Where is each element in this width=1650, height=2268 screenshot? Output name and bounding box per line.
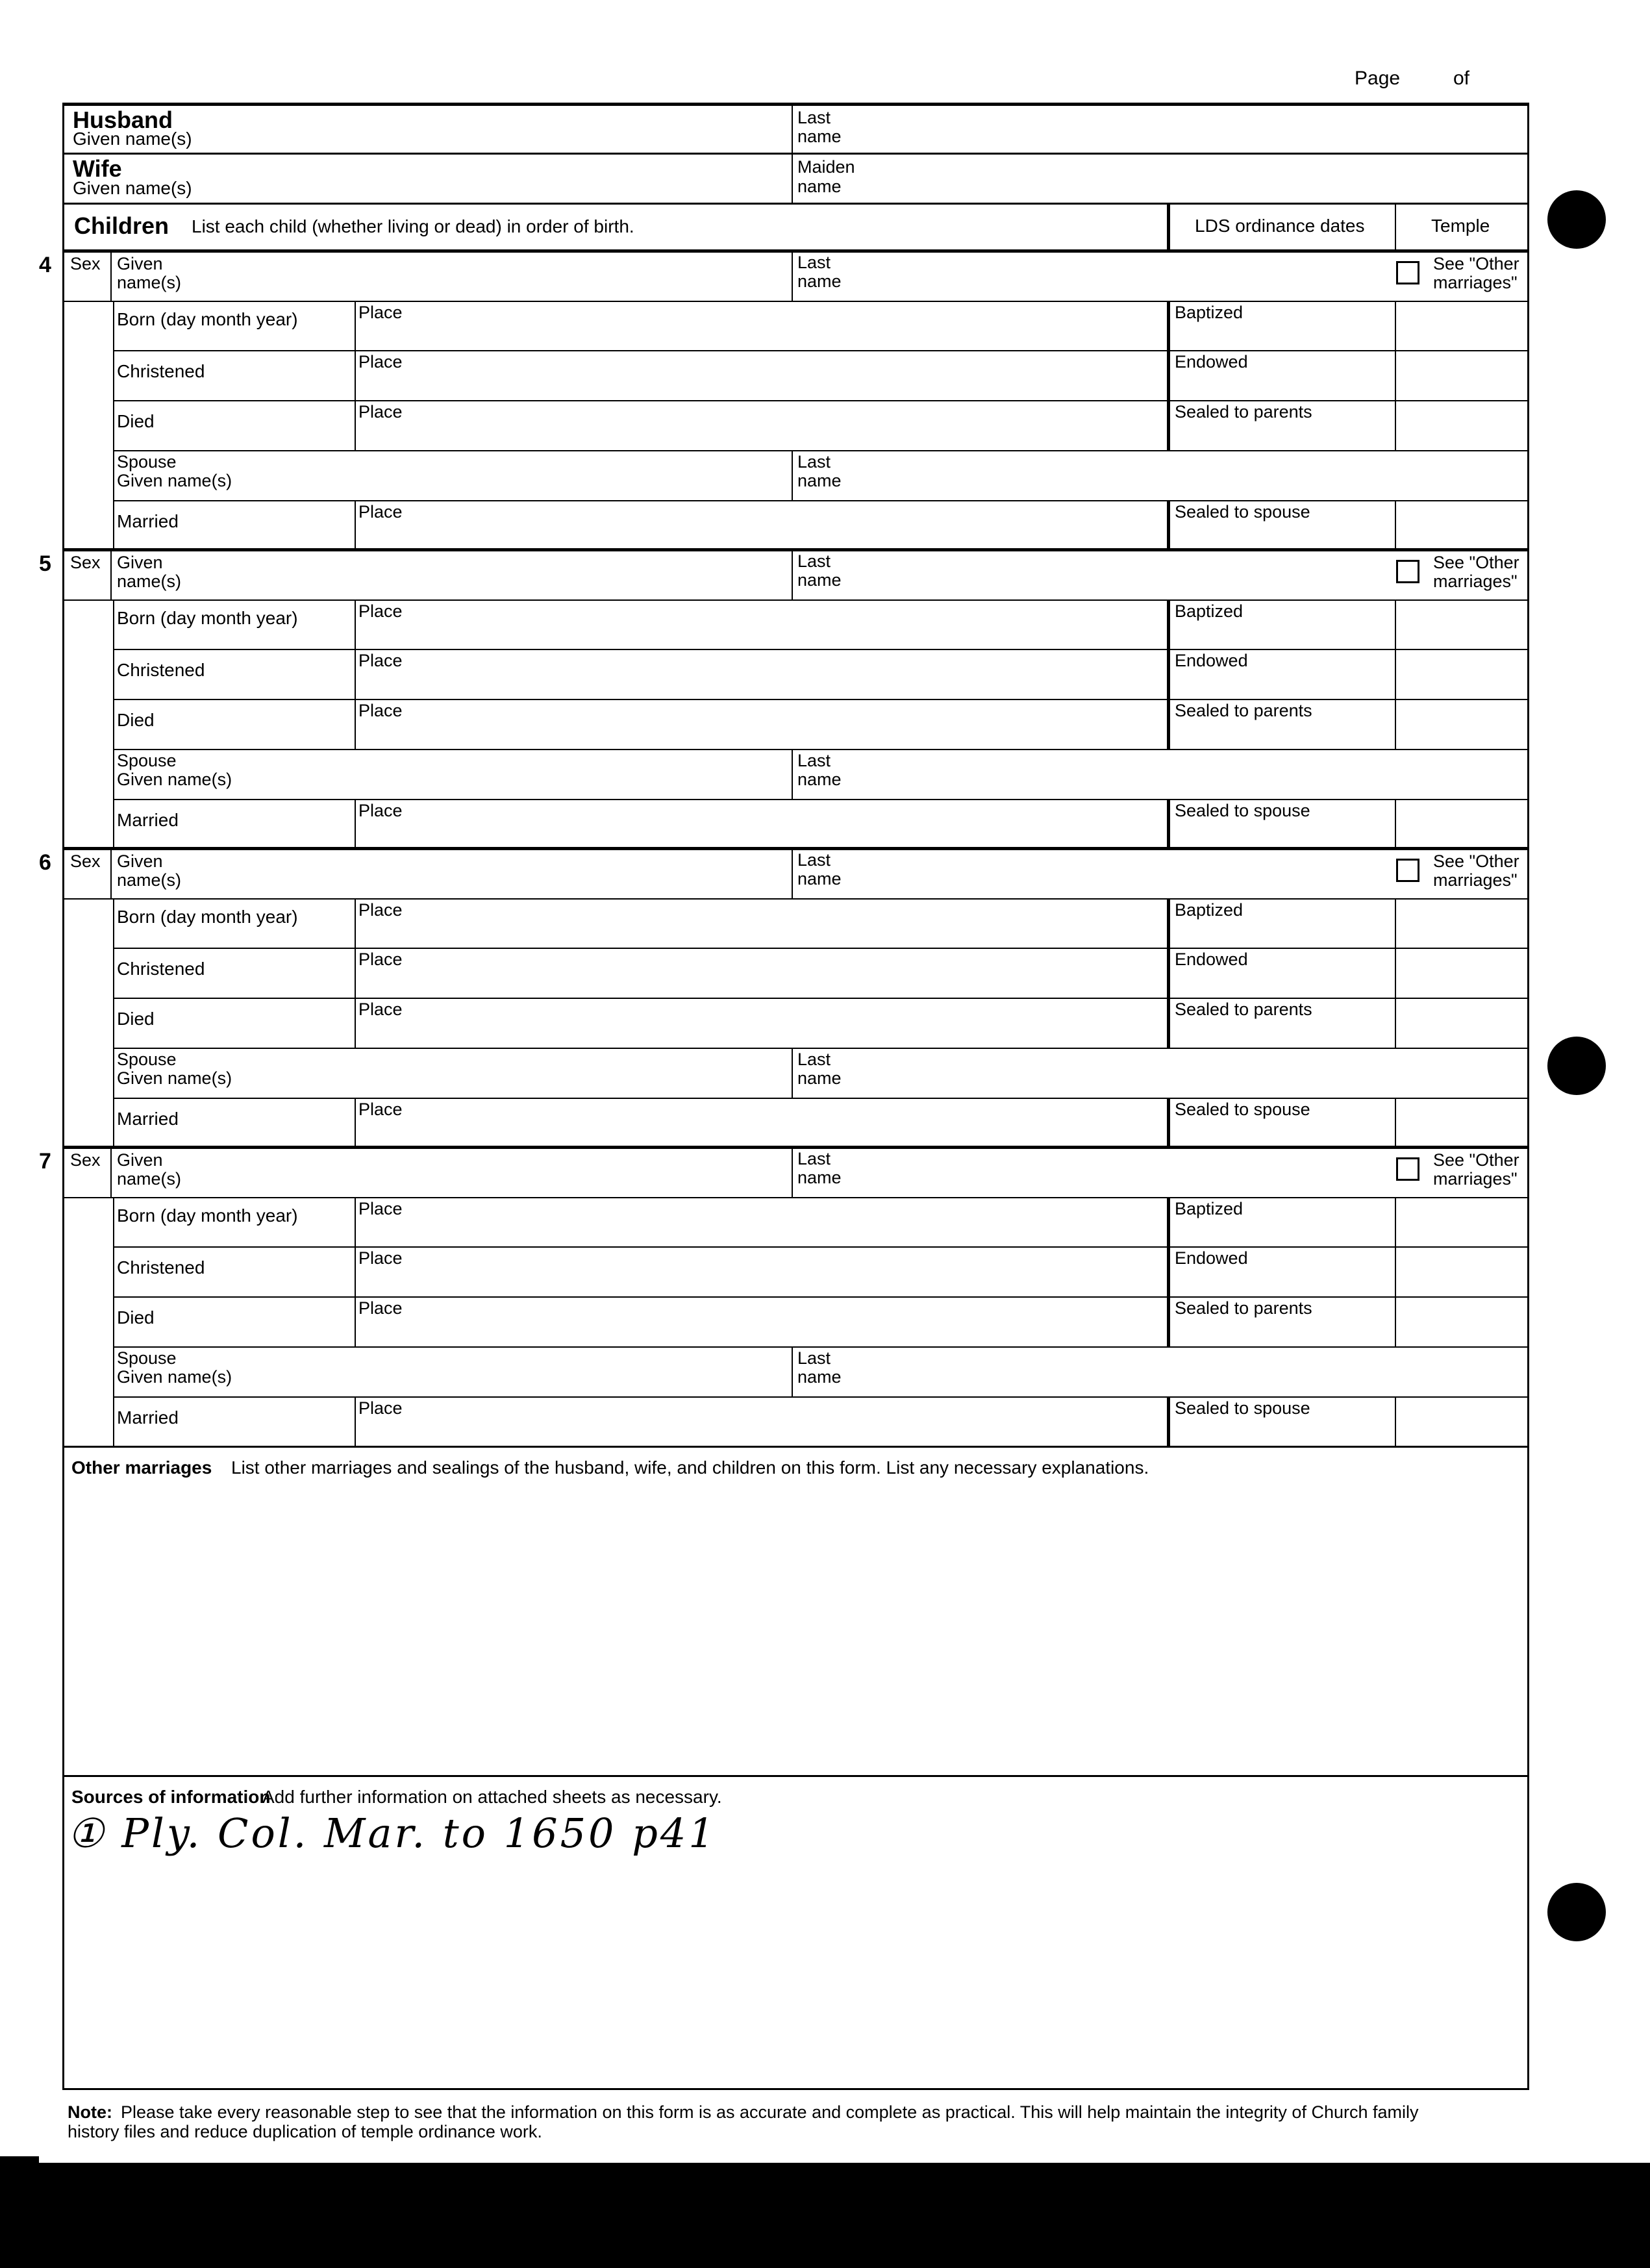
sealed_parents-label: Sealed to parents xyxy=(1175,1298,1312,1318)
married-place-field[interactable] xyxy=(413,1403,1160,1442)
place-label: Place xyxy=(358,1298,403,1318)
spouse-last-label-1: Last xyxy=(797,1348,831,1368)
sources-instruction: Add further information on attached sheets as necessary. xyxy=(262,1787,722,1807)
of-label: of xyxy=(1453,68,1470,89)
sealed_parents-temple-field[interactable] xyxy=(1399,1002,1525,1044)
spouse-last-field[interactable] xyxy=(863,1061,1382,1093)
child-given-field[interactable] xyxy=(191,264,785,296)
spouse-given-field[interactable] xyxy=(269,463,785,496)
sealed_parents-label: Sealed to parents xyxy=(1175,1000,1312,1019)
married-place-field[interactable] xyxy=(413,507,1160,546)
spouse-label-2: Given name(s) xyxy=(117,770,232,789)
place-label: Place xyxy=(358,303,403,322)
spouse-last-label-1: Last xyxy=(797,452,831,472)
christened-label: Christened xyxy=(117,660,205,680)
married-label: Married xyxy=(117,1407,179,1428)
endowed-label: Endowed xyxy=(1175,1248,1248,1268)
sealed-spouse-temple-field[interactable] xyxy=(1399,504,1525,546)
baptized-temple-field[interactable] xyxy=(1399,902,1525,944)
spouse-label-1: Spouse xyxy=(117,1348,177,1368)
endowed-label: Endowed xyxy=(1175,352,1248,372)
sealed-spouse-temple-field[interactable] xyxy=(1399,1102,1525,1143)
baptized-temple-field[interactable] xyxy=(1399,305,1525,346)
married-place-field[interactable] xyxy=(413,1104,1160,1143)
child-sex-field[interactable] xyxy=(65,575,108,598)
place-label: Place xyxy=(358,352,403,372)
child-given-field[interactable] xyxy=(191,861,785,894)
spouse-last-label-2: name xyxy=(797,1068,842,1088)
child-number: 4 xyxy=(39,253,51,277)
baptized-label: Baptized xyxy=(1175,601,1244,621)
wife-maiden-label-2: name xyxy=(797,177,842,196)
spouse-given-field[interactable] xyxy=(269,1061,785,1093)
born-label: Born (day month year) xyxy=(117,907,298,927)
sources-field[interactable] xyxy=(71,1864,1519,2085)
christened-place-field[interactable] xyxy=(413,357,1160,396)
endowed-temple-field[interactable] xyxy=(1399,354,1525,396)
last-label-1: Last xyxy=(797,551,831,571)
endowed-temple-field[interactable] xyxy=(1399,1250,1525,1292)
sex-label: Sex xyxy=(70,553,101,572)
sealed_parents-temple-field[interactable] xyxy=(1399,1300,1525,1342)
born-place-field[interactable] xyxy=(413,606,1160,645)
baptized-temple-field[interactable] xyxy=(1399,1201,1525,1242)
last-label-1: Last xyxy=(797,1149,831,1168)
sealed-spouse-temple-field[interactable] xyxy=(1399,803,1525,844)
husband-last-label-1: Last xyxy=(797,108,831,127)
spouse-given-field[interactable] xyxy=(269,762,785,794)
died-place-field[interactable] xyxy=(413,407,1160,446)
see-other-label-2: marriages" xyxy=(1433,273,1518,292)
sealed_parents-temple-field[interactable] xyxy=(1399,703,1525,745)
place-label: Place xyxy=(358,900,403,920)
christened-label: Christened xyxy=(117,1257,205,1278)
sealed-spouse-temple-field[interactable] xyxy=(1399,1400,1525,1442)
given-label-1: Given xyxy=(117,851,163,871)
christened-place-field[interactable] xyxy=(413,954,1160,994)
christened-place-field[interactable] xyxy=(413,655,1160,695)
married-label: Married xyxy=(117,1109,179,1129)
endowed-label: Endowed xyxy=(1175,651,1248,670)
sources-title: Sources of information xyxy=(71,1787,271,1807)
endowed-temple-field[interactable] xyxy=(1399,653,1525,695)
children-instruction: List each child (whether living or dead) in order of birth. xyxy=(192,216,634,236)
christened-label: Christened xyxy=(117,361,205,381)
spouse-last-field[interactable] xyxy=(863,762,1382,794)
given-label-2: name(s) xyxy=(117,273,182,292)
place-label: Place xyxy=(358,1100,403,1119)
christened-label: Christened xyxy=(117,959,205,979)
spouse-last-field[interactable] xyxy=(863,463,1382,496)
spouse-last-field[interactable] xyxy=(863,1359,1382,1392)
baptized-label: Baptized xyxy=(1175,303,1244,322)
spouse-last-label-1: Last xyxy=(797,1050,831,1069)
wife-given-field[interactable] xyxy=(73,179,787,203)
place-label: Place xyxy=(358,601,403,621)
page-label: Page xyxy=(1355,68,1401,89)
wife-maiden-label-1: Maiden xyxy=(797,157,855,177)
children-title: Children xyxy=(74,212,169,239)
died-place-field[interactable] xyxy=(413,705,1160,745)
married-place-field[interactable] xyxy=(413,805,1160,844)
born-place-field[interactable] xyxy=(413,307,1160,346)
given-label-1: Given xyxy=(117,254,163,273)
husband-title: Husband xyxy=(73,107,173,133)
scan-border xyxy=(0,2163,1650,2268)
husband-given-field[interactable] xyxy=(73,130,787,153)
wife-given-label: Given name(s) xyxy=(73,178,192,198)
sealed_parents-label: Sealed to parents xyxy=(1175,402,1312,422)
died-place-field[interactable] xyxy=(413,1004,1160,1044)
endowed-label: Endowed xyxy=(1175,950,1248,969)
spouse-given-field[interactable] xyxy=(269,1359,785,1392)
husband-given-label: Given name(s) xyxy=(73,129,192,149)
child-last-field[interactable] xyxy=(863,264,1382,296)
sealed_parents-label: Sealed to parents xyxy=(1175,701,1312,720)
see-other-label-1: See "Other xyxy=(1433,1150,1519,1170)
last-label-1: Last xyxy=(797,253,831,272)
child-last-field[interactable] xyxy=(863,1160,1382,1192)
sealed-spouse-label: Sealed to spouse xyxy=(1175,1100,1310,1119)
baptized-label: Baptized xyxy=(1175,900,1244,920)
spouse-label-2: Given name(s) xyxy=(117,1068,232,1088)
wife-maiden-field[interactable] xyxy=(864,179,1519,203)
died-label: Died xyxy=(117,1307,155,1328)
see-other-label-1: See "Other xyxy=(1433,254,1519,273)
see-other-marriages-checkbox[interactable] xyxy=(1396,1157,1419,1181)
child-number: 7 xyxy=(39,1149,51,1174)
sex-label: Sex xyxy=(70,1150,101,1170)
child-last-field[interactable] xyxy=(863,861,1382,894)
died-label: Died xyxy=(117,710,155,730)
husband-last-label-2: name xyxy=(797,127,842,146)
other-marriages-field[interactable] xyxy=(71,1484,1519,1770)
see-other-label-2: marriages" xyxy=(1433,1169,1518,1189)
children-bottom-rule xyxy=(62,1446,1529,1448)
child-number: 6 xyxy=(39,850,51,875)
child-number: 5 xyxy=(39,551,51,576)
baptized-label: Baptized xyxy=(1175,1199,1244,1218)
other-marriages-title: Other marriages xyxy=(71,1457,212,1478)
spouse-last-label-1: Last xyxy=(797,751,831,770)
last-label-2: name xyxy=(797,271,842,291)
child-sex-field[interactable] xyxy=(65,874,108,896)
last-label-2: name xyxy=(797,869,842,888)
see-other-marriages-checkbox[interactable] xyxy=(1396,560,1419,583)
child-sex-field[interactable] xyxy=(65,1173,108,1195)
given-label-2: name(s) xyxy=(117,1169,182,1189)
baptized-temple-field[interactable] xyxy=(1399,603,1525,645)
husband-last-field[interactable] xyxy=(864,130,1519,153)
sealed-spouse-label: Sealed to spouse xyxy=(1175,1398,1310,1418)
child-given-field[interactable] xyxy=(191,1160,785,1192)
place-label: Place xyxy=(358,1000,403,1019)
given-label-1: Given xyxy=(117,553,163,572)
spouse-label-1: Spouse xyxy=(117,452,177,472)
place-label: Place xyxy=(358,651,403,670)
see-other-marriages-checkbox[interactable] xyxy=(1396,261,1419,284)
sealed-spouse-label: Sealed to spouse xyxy=(1175,502,1310,522)
born-label: Born (day month year) xyxy=(117,608,298,628)
christened-place-field[interactable] xyxy=(413,1253,1160,1292)
born-place-field[interactable] xyxy=(413,905,1160,944)
spouse-label-1: Spouse xyxy=(117,1050,177,1069)
sex-label: Sex xyxy=(70,254,101,273)
wife-title: Wife xyxy=(73,155,122,182)
lds-ordinance-label: LDS ordinance dates xyxy=(1195,216,1365,236)
binder-hole-bottom xyxy=(1547,1883,1606,1941)
spouse-label-2: Given name(s) xyxy=(117,1367,232,1387)
temple-label: Temple xyxy=(1431,216,1490,236)
binder-hole-top xyxy=(1547,190,1606,249)
place-label: Place xyxy=(358,950,403,969)
given-label-1: Given xyxy=(117,1150,163,1170)
see-other-marriages-checkbox[interactable] xyxy=(1396,859,1419,882)
sources-handwritten-entry: ① Ply. Col. Mar. to 1650 p41 xyxy=(68,1809,717,1857)
place-label: Place xyxy=(358,801,403,820)
sealed_parents-temple-field[interactable] xyxy=(1399,404,1525,446)
place-label: Place xyxy=(358,701,403,720)
died-place-field[interactable] xyxy=(413,1303,1160,1342)
spouse-last-label-2: name xyxy=(797,1367,842,1387)
given-label-2: name(s) xyxy=(117,870,182,890)
place-label: Place xyxy=(358,1199,403,1218)
spouse-label-2: Given name(s) xyxy=(117,471,232,490)
last-label-2: name xyxy=(797,570,842,590)
other-marriages-instruction: List other marriages and sealings of the husband, wife, and children on this form. List any necessary explanations. xyxy=(231,1457,1149,1478)
born-place-field[interactable] xyxy=(413,1203,1160,1242)
born-label: Born (day month year) xyxy=(117,1205,298,1226)
sealed-spouse-label: Sealed to spouse xyxy=(1175,801,1310,820)
spouse-last-label-2: name xyxy=(797,471,842,490)
see-other-label-1: See "Other xyxy=(1433,553,1519,572)
place-label: Place xyxy=(358,1398,403,1418)
see-other-label-2: marriages" xyxy=(1433,870,1518,890)
place-label: Place xyxy=(358,402,403,422)
given-label-2: name(s) xyxy=(117,572,182,591)
child-given-field[interactable] xyxy=(191,562,785,595)
last-label-1: Last xyxy=(797,850,831,870)
see-other-label-1: See "Other xyxy=(1433,851,1519,871)
note-line-2: history files and reduce duplication of temple ordinance work. xyxy=(68,2122,542,2141)
died-label: Died xyxy=(117,1009,155,1029)
married-label: Married xyxy=(117,810,179,830)
place-label: Place xyxy=(358,502,403,522)
sex-label: Sex xyxy=(70,851,101,871)
see-other-label-2: marriages" xyxy=(1433,572,1518,591)
born-label: Born (day month year) xyxy=(117,309,298,329)
binder-hole-middle xyxy=(1547,1037,1606,1095)
endowed-temple-field[interactable] xyxy=(1399,951,1525,994)
died-label: Died xyxy=(117,411,155,431)
place-label: Place xyxy=(358,1248,403,1268)
child-sex-field[interactable] xyxy=(65,277,108,299)
child-last-field[interactable] xyxy=(863,562,1382,595)
last-label-2: name xyxy=(797,1168,842,1187)
spouse-label-1: Spouse xyxy=(117,751,177,770)
spouse-last-label-2: name xyxy=(797,770,842,789)
note-label: Note: xyxy=(68,2102,112,2122)
note-line-1: Please take every reasonable step to see that the information on this form is as accurate and complete as practical. This will help maintain the integrity of Church family xyxy=(121,2102,1419,2122)
married-label: Married xyxy=(117,511,179,531)
scan-border-corner xyxy=(0,2156,39,2169)
